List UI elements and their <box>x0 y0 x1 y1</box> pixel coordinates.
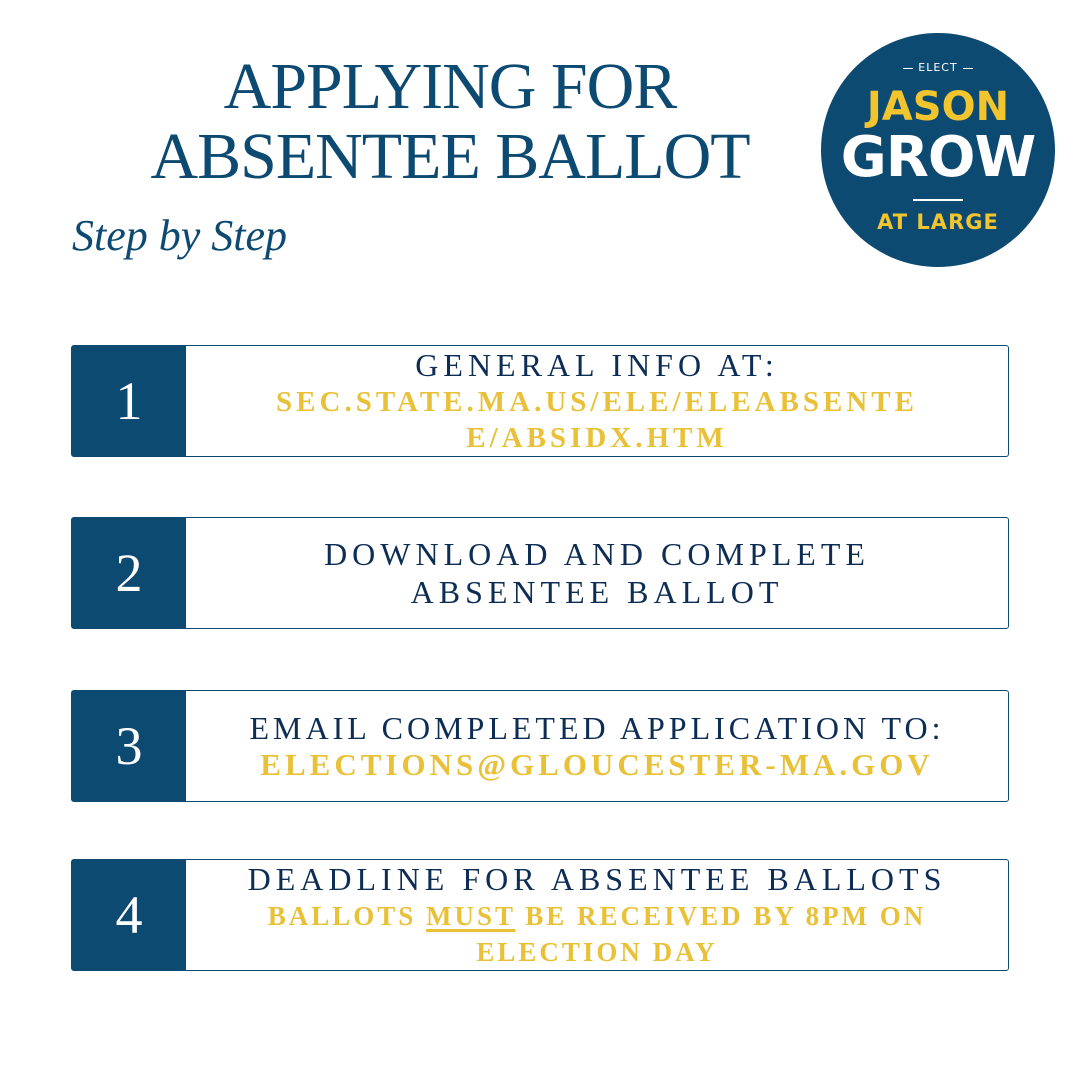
badge-divider <box>913 199 963 201</box>
step-1-heading: GENERAL INFO AT: <box>415 347 779 383</box>
step-2-heading-line-1: DOWNLOAD AND COMPLETE <box>324 536 870 572</box>
step-4-body <box>186 860 1008 970</box>
step-1-card <box>71 345 1009 457</box>
step-1-url-line-2[interactable]: E/ABSIDX.HTM <box>466 422 728 454</box>
step-3-heading: EMAIL COMPLETED APPLICATION TO: <box>249 710 945 746</box>
step-3-number: 3 <box>72 691 186 801</box>
step-4-number: 4 <box>72 860 186 970</box>
badge-elect-label: ELECT <box>821 61 1055 74</box>
step-2-body <box>186 518 1008 628</box>
page-title-line-1: APPLYING FOR <box>223 50 677 123</box>
page-subtitle: Step by Step <box>72 211 288 260</box>
badge-first-name: JASON <box>866 84 1010 130</box>
page-title-line-2: ABSENTEE BALLOT <box>150 120 750 193</box>
badge-last-name: GROW <box>840 125 1036 190</box>
step-3-card <box>71 690 1009 802</box>
step-4-deadline-line-2: ELECTION DAY <box>476 937 718 967</box>
step-4-heading: DEADLINE FOR ABSENTEE BALLOTS <box>247 861 947 897</box>
step-3-body <box>186 691 1008 801</box>
step-1-number: 1 <box>72 346 186 456</box>
step-4-deadline-line-1 <box>268 898 927 934</box>
step-3-email[interactable]: ELECTIONS@GLOUCESTER-MA.GOV <box>260 747 934 782</box>
page-title <box>90 52 810 192</box>
step-4-deadline-emphasis: MUST <box>426 901 516 931</box>
badge-subtitle: AT LARGE <box>877 210 999 234</box>
step-1-body <box>186 346 1008 456</box>
step-2-card <box>71 517 1009 629</box>
step-1-url-line-1[interactable]: SEC.STATE.MA.US/ELE/ELEABSENTE <box>276 386 918 418</box>
step-4-deadline-post: BE RECEIVED BY 8PM ON <box>525 901 927 931</box>
step-4-deadline-pre: BALLOTS <box>267 901 417 931</box>
step-2-number: 2 <box>72 518 186 628</box>
step-4-card <box>71 859 1009 971</box>
step-2-heading-line-2: ABSENTEE BALLOT <box>410 574 784 610</box>
candidate-logo-badge <box>821 33 1055 267</box>
